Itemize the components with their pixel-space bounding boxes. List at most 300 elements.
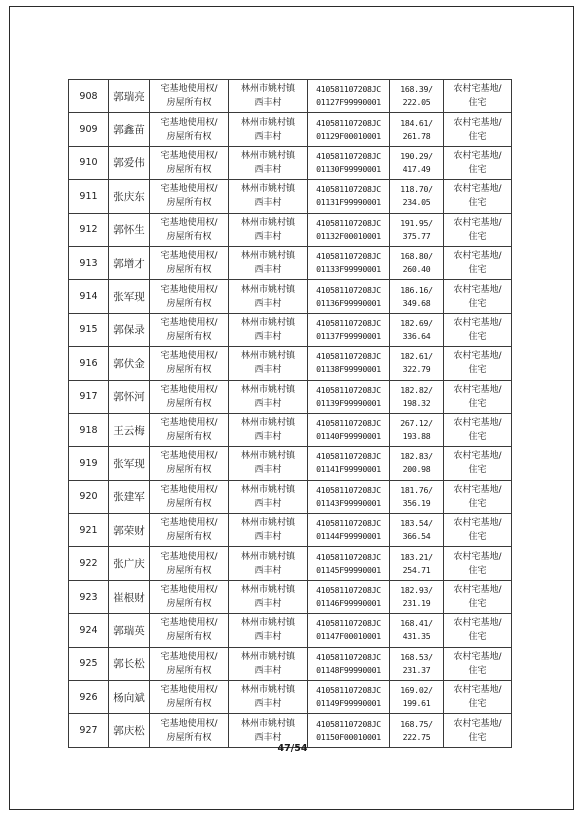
area-values-line-1: 169.02/: [400, 685, 433, 696]
area-values-line-1: 184.61/: [400, 117, 433, 128]
land-use-line-1: 农村宅基地/: [453, 84, 502, 95]
land-use-line-1: 农村宅基地/: [453, 150, 502, 161]
right-type-line-1: 宅基地使用权/: [160, 484, 218, 495]
page-current: 47: [277, 743, 291, 754]
table-row: [69, 580, 512, 613]
location-cell: [229, 681, 308, 714]
row-number-cell: 920: [69, 480, 109, 513]
land-use-line-2: 住宅: [468, 465, 487, 476]
land-use-cell: [444, 614, 512, 647]
location-line-1: 林州市姚村镇: [240, 551, 295, 562]
unit-code-line-1: 410581107208JC: [316, 518, 381, 529]
area-values-line-1: 183.21/: [400, 551, 433, 562]
area-values-line-2: 260.40: [402, 264, 431, 275]
row-number-cell: 910: [69, 146, 109, 179]
unit-code-cell: [308, 246, 390, 279]
area-values-line-2: 322.79: [402, 364, 431, 375]
location-line-2: 西丰村: [254, 198, 282, 209]
location-line-1: 林州市姚村镇: [240, 618, 295, 629]
location-line-2: 西丰村: [254, 331, 282, 342]
area-values-line-1: 182.83/: [400, 451, 433, 462]
right-type-line-1: 宅基地使用权/: [160, 418, 218, 429]
location-cell: [229, 480, 308, 513]
owner-name-cell: 郭伏金: [109, 347, 150, 380]
land-use-line-1: 农村宅基地/: [453, 718, 502, 729]
area-values-line-2: 198.32: [402, 397, 431, 408]
land-use-cell: [444, 580, 512, 613]
area-values-cell: [390, 647, 444, 680]
location-cell: [229, 547, 308, 580]
location-line-1: 林州市姚村镇: [240, 84, 295, 95]
right-type-line-1: 宅基地使用权/: [160, 551, 218, 562]
location-line-2: 西丰村: [254, 432, 282, 443]
owner-name-cell: 郭增才: [109, 246, 150, 279]
unit-code-line-1: 410581107208JC: [316, 217, 381, 228]
land-use-cell: [444, 180, 512, 213]
unit-code-line-1: 410581107208JC: [316, 585, 381, 596]
location-line-2: 西丰村: [254, 231, 282, 242]
unit-code-line-1: 410581107208JC: [316, 351, 381, 362]
area-values-line-1: 182.69/: [400, 317, 433, 328]
location-line-2: 西丰村: [254, 265, 282, 276]
unit-code-line-2: 01140F99990001: [316, 431, 381, 442]
area-values-line-2: 231.37: [402, 664, 431, 675]
table-row: [69, 547, 512, 580]
location-line-1: 林州市姚村镇: [240, 317, 295, 328]
right-type-line-1: 宅基地使用权/: [160, 651, 218, 662]
location-line-1: 林州市姚村镇: [240, 117, 295, 128]
owner-name-cell: 张军现: [109, 280, 150, 313]
row-number-cell: 923: [69, 580, 109, 613]
right-type-cell: [150, 213, 229, 246]
land-use-line-1: 农村宅基地/: [453, 351, 502, 362]
land-use-line-2: 住宅: [468, 732, 487, 743]
land-use-cell: [444, 480, 512, 513]
land-use-line-1: 农村宅基地/: [453, 451, 502, 462]
location-line-2: 西丰村: [254, 498, 282, 509]
table-row: [69, 614, 512, 647]
land-use-cell: [444, 681, 512, 714]
right-type-line-2: 房屋所有权: [166, 131, 212, 142]
land-use-cell: [444, 447, 512, 480]
unit-code-line-2: 01150F00010001: [316, 731, 381, 742]
area-values-line-2: 261.78: [402, 130, 431, 141]
area-values-line-1: 182.93/: [400, 585, 433, 596]
location-line-2: 西丰村: [254, 565, 282, 576]
location-line-1: 林州市姚村镇: [240, 418, 295, 429]
land-use-line-2: 住宅: [468, 599, 487, 610]
owner-name-cell: 郭长松: [109, 647, 150, 680]
location-line-1: 林州市姚村镇: [240, 685, 295, 696]
owner-name-cell: 崔根财: [109, 580, 150, 613]
land-use-line-1: 农村宅基地/: [453, 484, 502, 495]
right-type-line-2: 房屋所有权: [166, 164, 212, 175]
row-number-cell: 908: [69, 80, 109, 113]
right-type-line-2: 房屋所有权: [166, 632, 212, 643]
area-values-cell: [390, 146, 444, 179]
area-values-line-2: 199.61: [402, 698, 431, 709]
area-values-line-1: 190.29/: [400, 150, 433, 161]
unit-code-line-1: 410581107208JC: [316, 284, 381, 295]
owner-name-cell: 郭鑫苗: [109, 113, 150, 146]
owner-name-cell: 郭怀河: [109, 380, 150, 413]
area-values-cell: [390, 280, 444, 313]
unit-code-cell: [308, 313, 390, 346]
area-values-line-1: 267.12/: [400, 418, 433, 429]
location-line-2: 西丰村: [254, 164, 282, 175]
right-type-line-2: 房屋所有权: [166, 298, 212, 309]
land-use-line-2: 住宅: [468, 298, 487, 309]
land-use-cell: [444, 280, 512, 313]
location-cell: [229, 380, 308, 413]
row-number-cell: 914: [69, 280, 109, 313]
location-line-1: 林州市姚村镇: [240, 651, 295, 662]
location-line-2: 西丰村: [254, 365, 282, 376]
area-values-line-1: 168.80/: [400, 251, 433, 262]
right-type-cell: [150, 347, 229, 380]
area-values-line-1: 168.75/: [400, 718, 433, 729]
area-values-line-2: 254.71: [402, 564, 431, 575]
owner-name-cell: 张军现: [109, 447, 150, 480]
area-values-cell: [390, 681, 444, 714]
unit-code-line-2: 01139F99990001: [316, 397, 381, 408]
land-use-line-1: 农村宅基地/: [453, 551, 502, 562]
page-separator: /: [290, 743, 295, 754]
right-type-line-1: 宅基地使用权/: [160, 84, 218, 95]
area-values-cell: [390, 313, 444, 346]
unit-code-cell: [308, 80, 390, 113]
row-number-cell: 913: [69, 246, 109, 279]
unit-code-line-2: 01144F99990001: [316, 531, 381, 542]
table-row: [69, 347, 512, 380]
right-type-line-2: 房屋所有权: [166, 599, 212, 610]
area-values-line-1: 168.39/: [400, 84, 433, 95]
location-line-2: 西丰村: [254, 298, 282, 309]
right-type-line-1: 宅基地使用权/: [160, 351, 218, 362]
unit-code-line-2: 01129F00010001: [316, 130, 381, 141]
location-line-2: 西丰村: [254, 632, 282, 643]
unit-code-line-2: 01127F99990001: [316, 97, 381, 108]
land-use-line-1: 农村宅基地/: [453, 251, 502, 262]
location-cell: [229, 280, 308, 313]
land-use-line-2: 住宅: [468, 164, 487, 175]
unit-code-line-1: 410581107208JC: [316, 384, 381, 395]
unit-code-line-2: 01148F99990001: [316, 664, 381, 675]
location-cell: [229, 213, 308, 246]
land-use-line-2: 住宅: [468, 665, 487, 676]
area-values-cell: [390, 180, 444, 213]
location-line-2: 西丰村: [254, 465, 282, 476]
owner-name-cell: 郭保录: [109, 313, 150, 346]
location-line-2: 西丰村: [254, 599, 282, 610]
right-type-line-1: 宅基地使用权/: [160, 685, 218, 696]
right-type-cell: [150, 514, 229, 547]
location-line-1: 林州市姚村镇: [240, 351, 295, 362]
land-use-line-1: 农村宅基地/: [453, 284, 502, 295]
owner-name-cell: 郭庆松: [109, 714, 150, 747]
table-row: [69, 246, 512, 279]
owner-name-cell: 杨向斌: [109, 681, 150, 714]
location-line-2: 西丰村: [254, 699, 282, 710]
unit-code-line-1: 410581107208JC: [316, 251, 381, 262]
area-values-line-1: 182.82/: [400, 384, 433, 395]
land-use-line-1: 农村宅基地/: [453, 685, 502, 696]
unit-code-line-1: 410581107208JC: [316, 184, 381, 195]
area-values-cell: [390, 347, 444, 380]
location-cell: [229, 313, 308, 346]
area-values-cell: [390, 113, 444, 146]
unit-code-line-2: 01131F99990001: [316, 197, 381, 208]
area-values-cell: [390, 80, 444, 113]
land-use-line-2: 住宅: [468, 265, 487, 276]
land-use-line-1: 农村宅基地/: [453, 418, 502, 429]
land-use-line-1: 农村宅基地/: [453, 384, 502, 395]
right-type-cell: [150, 681, 229, 714]
right-type-line-1: 宅基地使用权/: [160, 117, 218, 128]
location-line-1: 林州市姚村镇: [240, 284, 295, 295]
right-type-line-2: 房屋所有权: [166, 532, 212, 543]
location-line-1: 林州市姚村镇: [240, 251, 295, 262]
unit-code-line-2: 01143F99990001: [316, 497, 381, 508]
row-number-cell: 927: [69, 714, 109, 747]
row-number-cell: 924: [69, 614, 109, 647]
right-type-line-1: 宅基地使用权/: [160, 184, 218, 195]
land-use-cell: [444, 413, 512, 446]
unit-code-cell: [308, 647, 390, 680]
unit-code-cell: [308, 681, 390, 714]
location-cell: [229, 514, 308, 547]
right-type-line-1: 宅基地使用权/: [160, 317, 218, 328]
location-line-1: 林州市姚村镇: [240, 484, 295, 495]
right-type-line-2: 房屋所有权: [166, 365, 212, 376]
location-cell: [229, 246, 308, 279]
land-use-line-2: 住宅: [468, 699, 487, 710]
right-type-line-1: 宅基地使用权/: [160, 451, 218, 462]
land-use-line-2: 住宅: [468, 532, 487, 543]
land-use-line-2: 住宅: [468, 131, 487, 142]
area-values-cell: [390, 213, 444, 246]
right-type-line-1: 宅基地使用权/: [160, 585, 218, 596]
right-type-cell: [150, 413, 229, 446]
unit-code-line-2: 01136F99990001: [316, 297, 381, 308]
right-type-line-1: 宅基地使用权/: [160, 618, 218, 629]
unit-code-line-2: 01141F99990001: [316, 464, 381, 475]
right-type-line-2: 房屋所有权: [166, 732, 212, 743]
unit-code-line-1: 410581107208JC: [316, 651, 381, 662]
location-line-1: 林州市姚村镇: [240, 518, 295, 529]
land-use-cell: [444, 113, 512, 146]
land-use-cell: [444, 246, 512, 279]
land-use-line-2: 住宅: [468, 498, 487, 509]
unit-code-cell: [308, 580, 390, 613]
area-values-line-1: 191.95/: [400, 217, 433, 228]
table-row: [69, 447, 512, 480]
right-type-cell: [150, 647, 229, 680]
area-values-line-2: 417.49: [402, 163, 431, 174]
owner-name-cell: 郭怀生: [109, 213, 150, 246]
right-type-cell: [150, 146, 229, 179]
row-number-cell: 911: [69, 180, 109, 213]
table-body: [69, 80, 512, 748]
owner-name-cell: 郭荣财: [109, 514, 150, 547]
land-use-line-1: 农村宅基地/: [453, 217, 502, 228]
area-values-cell: [390, 447, 444, 480]
row-number-cell: 912: [69, 213, 109, 246]
row-number-cell: 925: [69, 647, 109, 680]
unit-code-line-1: 410581107208JC: [316, 84, 381, 95]
table-row: [69, 514, 512, 547]
table-row: [69, 113, 512, 146]
right-type-line-2: 房屋所有权: [166, 331, 212, 342]
right-type-line-1: 宅基地使用权/: [160, 251, 218, 262]
area-values-line-2: 349.68: [402, 297, 431, 308]
right-type-line-1: 宅基地使用权/: [160, 150, 218, 161]
unit-code-line-1: 410581107208JC: [316, 451, 381, 462]
area-values-line-2: 234.05: [402, 197, 431, 208]
location-cell: [229, 647, 308, 680]
location-line-1: 林州市姚村镇: [240, 150, 295, 161]
unit-code-cell: [308, 514, 390, 547]
row-number-cell: 921: [69, 514, 109, 547]
table-row: [69, 80, 512, 113]
location-cell: [229, 146, 308, 179]
unit-code-cell: [308, 447, 390, 480]
land-use-line-2: 住宅: [468, 365, 487, 376]
location-line-2: 西丰村: [254, 98, 282, 109]
unit-code-line-2: 01146F99990001: [316, 598, 381, 609]
right-type-cell: [150, 246, 229, 279]
right-type-line-1: 宅基地使用权/: [160, 217, 218, 228]
land-use-cell: [444, 647, 512, 680]
unit-code-line-2: 01137F99990001: [316, 330, 381, 341]
unit-code-line-1: 410581107208JC: [316, 317, 381, 328]
right-type-cell: [150, 380, 229, 413]
unit-code-cell: [308, 380, 390, 413]
unit-code-line-2: 01138F99990001: [316, 364, 381, 375]
right-type-cell: [150, 313, 229, 346]
area-values-line-2: 431.35: [402, 631, 431, 642]
row-number-cell: 926: [69, 681, 109, 714]
location-line-2: 西丰村: [254, 732, 282, 743]
row-number-cell: 909: [69, 113, 109, 146]
location-line-1: 林州市姚村镇: [240, 451, 295, 462]
land-use-line-1: 农村宅基地/: [453, 585, 502, 596]
owner-name-cell: 王云梅: [109, 413, 150, 446]
right-type-line-1: 宅基地使用权/: [160, 384, 218, 395]
right-type-line-2: 房屋所有权: [166, 699, 212, 710]
owner-name-cell: 张广庆: [109, 547, 150, 580]
right-type-line-2: 房屋所有权: [166, 465, 212, 476]
row-number-cell: 915: [69, 313, 109, 346]
land-use-cell: [444, 347, 512, 380]
location-cell: [229, 80, 308, 113]
land-use-line-2: 住宅: [468, 331, 487, 342]
land-use-line-2: 住宅: [468, 198, 487, 209]
unit-code-line-1: 410581107208JC: [316, 685, 381, 696]
land-use-line-1: 农村宅基地/: [453, 618, 502, 629]
right-type-line-2: 房屋所有权: [166, 265, 212, 276]
right-type-line-2: 房屋所有权: [166, 565, 212, 576]
area-values-line-1: 182.61/: [400, 351, 433, 362]
right-type-line-1: 宅基地使用权/: [160, 284, 218, 295]
area-values-line-2: 200.98: [402, 464, 431, 475]
location-line-1: 林州市姚村镇: [240, 184, 295, 195]
table-row: [69, 280, 512, 313]
location-cell: [229, 580, 308, 613]
table-row: [69, 380, 512, 413]
right-type-line-2: 房屋所有权: [166, 432, 212, 443]
location-cell: [229, 614, 308, 647]
land-use-cell: [444, 80, 512, 113]
land-use-cell: [444, 380, 512, 413]
area-values-line-1: 168.53/: [400, 651, 433, 662]
location-line-1: 林州市姚村镇: [240, 585, 295, 596]
area-values-line-2: 193.88: [402, 431, 431, 442]
land-use-line-2: 住宅: [468, 231, 487, 242]
location-line-1: 林州市姚村镇: [240, 217, 295, 228]
right-type-cell: [150, 80, 229, 113]
area-values-line-1: 186.16/: [400, 284, 433, 295]
table-row: [69, 480, 512, 513]
row-number-cell: 919: [69, 447, 109, 480]
right-type-line-2: 房屋所有权: [166, 98, 212, 109]
unit-code-line-1: 410581107208JC: [316, 618, 381, 629]
location-line-2: 西丰村: [254, 398, 282, 409]
table-row: [69, 413, 512, 446]
area-values-cell: [390, 413, 444, 446]
location-cell: [229, 180, 308, 213]
unit-code-line-1: 410581107208JC: [316, 117, 381, 128]
table-row: [69, 681, 512, 714]
row-number-cell: 916: [69, 347, 109, 380]
area-values-cell: [390, 514, 444, 547]
land-use-line-2: 住宅: [468, 565, 487, 576]
right-type-cell: [150, 614, 229, 647]
land-use-line-1: 农村宅基地/: [453, 184, 502, 195]
land-use-line-2: 住宅: [468, 632, 487, 643]
right-type-cell: [150, 280, 229, 313]
right-type-line-1: 宅基地使用权/: [160, 518, 218, 529]
unit-code-line-1: 410581107208JC: [316, 551, 381, 562]
area-values-cell: [390, 547, 444, 580]
area-values-cell: [390, 380, 444, 413]
unit-code-line-2: 01133F99990001: [316, 264, 381, 275]
unit-code-cell: [308, 280, 390, 313]
unit-code-cell: [308, 480, 390, 513]
location-cell: [229, 347, 308, 380]
table-row: [69, 313, 512, 346]
unit-code-line-1: 410581107208JC: [316, 484, 381, 495]
location-cell: [229, 447, 308, 480]
location-line-1: 林州市姚村镇: [240, 384, 295, 395]
area-values-line-2: 222.75: [402, 731, 431, 742]
owner-name-cell: 郭爱伟: [109, 146, 150, 179]
land-use-line-1: 农村宅基地/: [453, 317, 502, 328]
unit-code-cell: [308, 146, 390, 179]
unit-code-line-2: 01149F99990001: [316, 698, 381, 709]
unit-code-cell: [308, 213, 390, 246]
unit-code-cell: [308, 113, 390, 146]
row-number-cell: 922: [69, 547, 109, 580]
unit-code-line-2: 01130F99990001: [316, 163, 381, 174]
land-use-line-1: 农村宅基地/: [453, 117, 502, 128]
right-type-line-2: 房屋所有权: [166, 498, 212, 509]
right-type-line-2: 房屋所有权: [166, 665, 212, 676]
area-values-line-2: 222.05: [402, 97, 431, 108]
area-values-line-2: 336.64: [402, 330, 431, 341]
land-use-cell: [444, 146, 512, 179]
location-line-2: 西丰村: [254, 532, 282, 543]
